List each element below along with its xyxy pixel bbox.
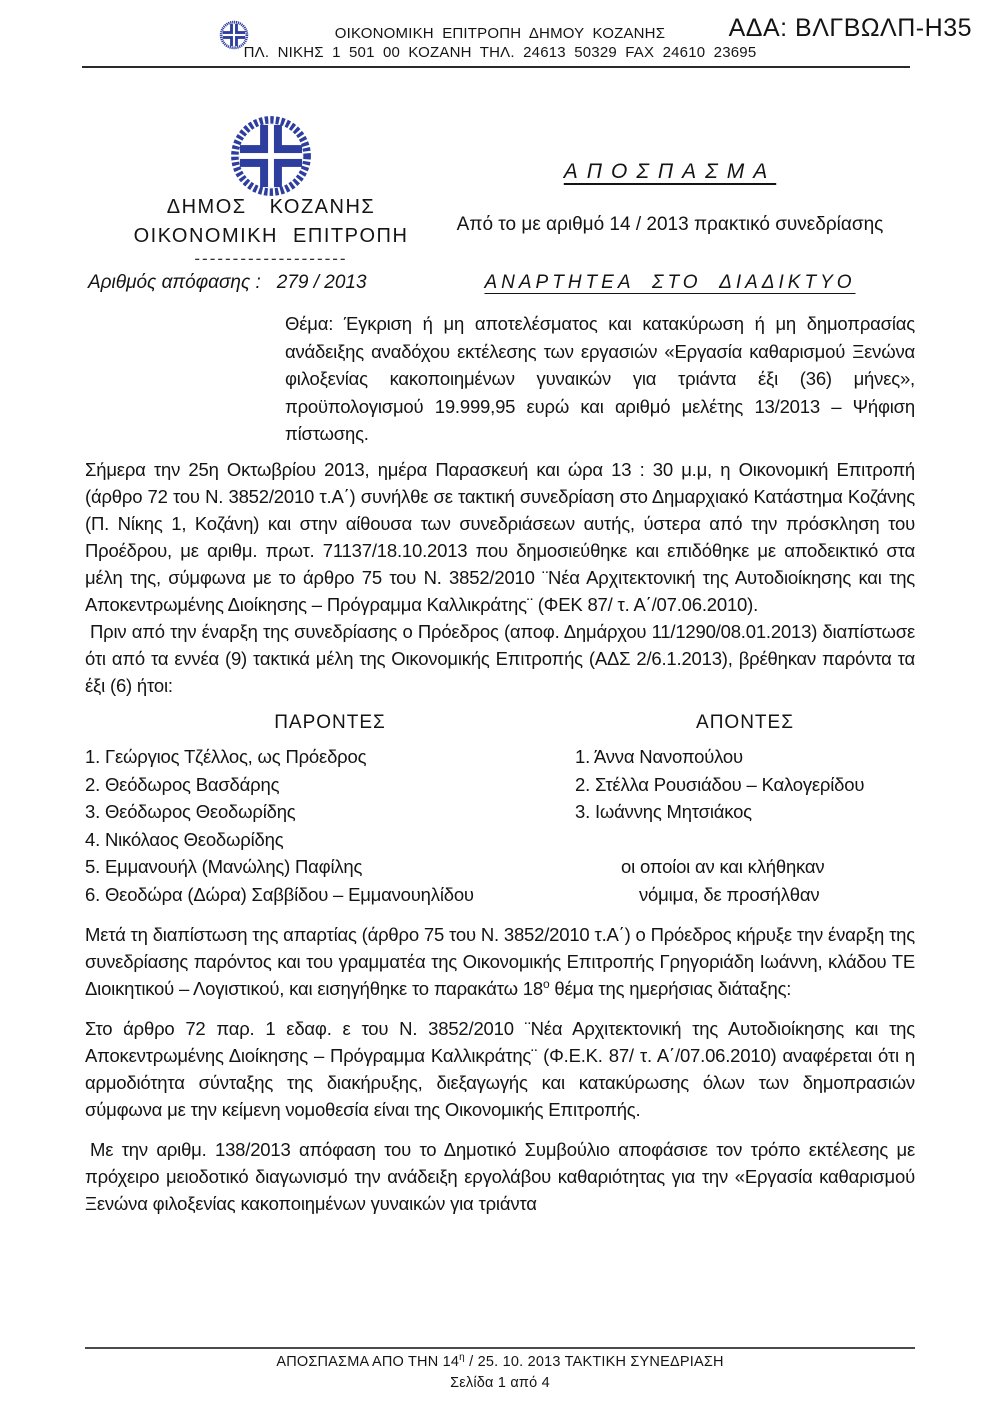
attendance-row [85,853,915,881]
attendance-row [85,826,915,854]
document-body [85,456,915,1217]
web-posting-note: ΑΝΑΡΤΗΤΕΑ ΣΤΟ ΔΙΑΔΙΚΤΥΟ [484,272,856,293]
ordinal-superscript: ο [542,976,550,991]
present-item: 5. Εμμανουήλ (Μανώλης) Παφίλης [85,856,363,877]
footer-ordinal-superscript: η [459,1352,465,1364]
committee-name: ΟΙΚΟΝΟΜΙΚΗ ΕΠΙΤΡΟΠΗ [133,225,409,247]
absent-item: 3. Ιωάννης Μητσιάκος [575,801,752,822]
absent-item: 1. Άννα Νανοπούλου [575,746,743,767]
excerpt-title: ΑΠΟΣΠΑΣΜΑ [563,160,777,183]
decision-number-line [88,272,367,294]
session-paragraph: Σήμερα την 25η Οκτωβρίου 2013, ημέρα Παρασκευή και ώρα 13 : 30 μ.μ, η Οικονομική Επιτροπή (άρθρο 72 του Ν. 3852/2010 τ.Α΄) συνήλθε σε τακτική συνεδρίαση στο Δημαρχιακό Κατάστημα Κοζάνης (Π. Νίκης 1, Κοζάνη) και στην αίθουσα των συνεδριάσεων αυτής, ύστερα από την πρόσκληση του Προέδρου, με αριθμ. πρωτ. 71137/18.10.2013 που δημοσιεύθηκε και επιδόθηκε με αποδεικτικό στα μέλη της, σύμφωνα με το άρθρο 75 του Ν. 3852/2010 ¨Νέα Αρχιτεκτονική της Αυτοδιοίκησης και της Αποκεντρωμένης Διοίκησης – Πρόγραμμα Καλλικράτης¨ (ΦΕΚ 87/ τ. Α΄/07.06.2010). [85,459,915,615]
separator-dashes: -------------------- [194,249,348,268]
after-quorum-text: Μετά τη διαπίστωση της απαρτίας (άρθρο 75 του Ν. 3852/2010 τ.Α΄) ο Πρόεδρος κήρυξε την έναρξη της συνεδρίασης παρόντος και του γραμματέα της Οικονομικής Επιτροπής Γρηγοριάδη Ιωάννη, κλάδου ΤΕ Διοικητικού – Λογιστικού, και εισηγήθηκε το παρακάτω 18 [85,924,915,999]
municipality-name: ΔΗΜΟΣ ΚΟΖΑΝΗΣ [166,196,376,218]
absent-header: ΑΠΟΝΤΕΣ [696,712,794,733]
present-item: 1. Γεώργιος Τζέλλος, ως Πρόεδρος [85,746,367,767]
footer-rule [85,1347,915,1349]
attendance-section [85,709,915,908]
present-header: ΠΑΡΟΝΤΕΣ [274,712,386,733]
after-quorum-text-end: θέμα της ημερήσιας διάταξης: [549,978,792,999]
header-rule [82,66,910,68]
municipality-emblem-icon [229,114,313,198]
absent-item [575,826,915,854]
subject-paragraph: Θέμα: Έγκριση ή μη αποτελέσματος και κατακύρωση ή μη δημοπρασίας ανάδειξης αναδόχου εκτέλεσης των εργασιών «Εργασία καθαρισμού Ξενώνα φιλοξενίας κακοποιημένων γυναικών για τριάντα έξι (36) μήνες», προϋπολογισμού 19.999,95 ευρώ και αριθμό μελέτης 13/2013 – Ψήφιση πίστωσης. [285,313,915,444]
absent-item: 2. Στέλλα Ρουσιάδου – Καλογερίδου [575,773,865,795]
attendance-row [85,771,915,799]
letterhead-org: ΟΙΚΟΝΟΜΙΚΗ ΕΠΙΤΡΟΠΗ ΔΗΜΟΥ ΚΟΖΑΝΗΣ [334,25,666,42]
present-item: 6. Θεοδώρα (Δώρα) Σαββίδου – Εμμανουηλίδου [85,883,474,905]
footer-session-text: ΑΠΟΣΠΑΣΜΑ ΑΠΟ ΤΗΝ 14 [276,1354,460,1370]
quorum-paragraph: Πριν από την έναρξη της συνεδρίασης ο Πρόεδρος (αποφ. Δημάρχου 11/1290/08.01.2013) διαπίστωσε ότι από τα εννέα (9) τακτικά μέλη της Οικονομικής Επιτροπής (ΑΔΣ 2/6.1.2013), βρέθηκαν παρόντα τα έξι (6) ήτοι: [85,621,915,696]
absent-note: οι οποίοι αν και κλήθηκαν [621,856,825,877]
present-item: 3. Θεόδωρος Θεοδωρίδης [85,801,296,822]
attendance-row [85,743,915,771]
present-item: 4. Νικόλαος Θεοδωρίδης [85,828,284,850]
article72-paragraph: Στο άρθρο 72 παρ. 1 εδαφ. ε του Ν. 3852/2010 ¨Νέα Αρχιτεκτονική της Αυτοδιοίκησης και της Αποκεντρωμένης Διοίκησης – Πρόγραμμα Καλλικράτης¨ (Φ.Ε.Κ. 87/ τ. Α΄/07.06.2010) αναφέρεται ότι η αρμοδιότητα σύνταξης της διακήρυξης, διεξαγωγής και κατακύρωσης όλων των δημοπρασιών σύμφωνα με την κείμενη νομοθεσία είναι της Οικονομικής Επιτροπής. [85,1018,915,1120]
excerpt-subtitle: Από το με αριθμό 14 / 2013 πρακτικό συνεδρίασης [456,214,884,235]
footer-session-line [0,1352,1000,1373]
decision138-paragraph: Με την αριθμ. 138/2013 απόφαση του το Δημοτικό Συμβούλιο αποφάσισε τον τρόπο εκτέλεσης με πρόχειρο μειοδοτικό διαγωνισμό την ανάδειξη εργολάβου καθαριότητας για την «Εργασία καθαρισμού Ξενώνα φιλοξενίας κακοποιημένων γυναικών για τριάντα [85,1139,915,1214]
footer-page-number: Σελίδα 1 από 4 [450,1375,550,1391]
decision-number-value: 279 / 2013 [276,272,367,293]
attendance-row [85,798,915,826]
footer-session-text-end: / 25. 10. 2013 ΤΑΚΤΙΚΗ ΣΥΝΕΔΡΙΑΣΗ [464,1354,724,1370]
attendance-row [85,881,915,909]
letterhead-address: ΠΛ. ΝΙΚΗΣ 1 501 00 ΚΟΖΑΝΗ ΤΗΛ. 24613 50329 FAX 24610 23695 [243,44,757,61]
ada-number: ΑΔΑ: ΒΛΓΒΩΛΠ-Η35 [728,14,972,42]
absent-note: νόμιμα, δε προσήλθαν [639,883,820,905]
decision-number-label: Αριθμός απόφασης : [88,272,261,293]
after-quorum-paragraph [85,921,915,1002]
page-footer [0,1352,1000,1394]
present-item: 2. Θεόδωρος Βασδάρης [85,773,280,795]
